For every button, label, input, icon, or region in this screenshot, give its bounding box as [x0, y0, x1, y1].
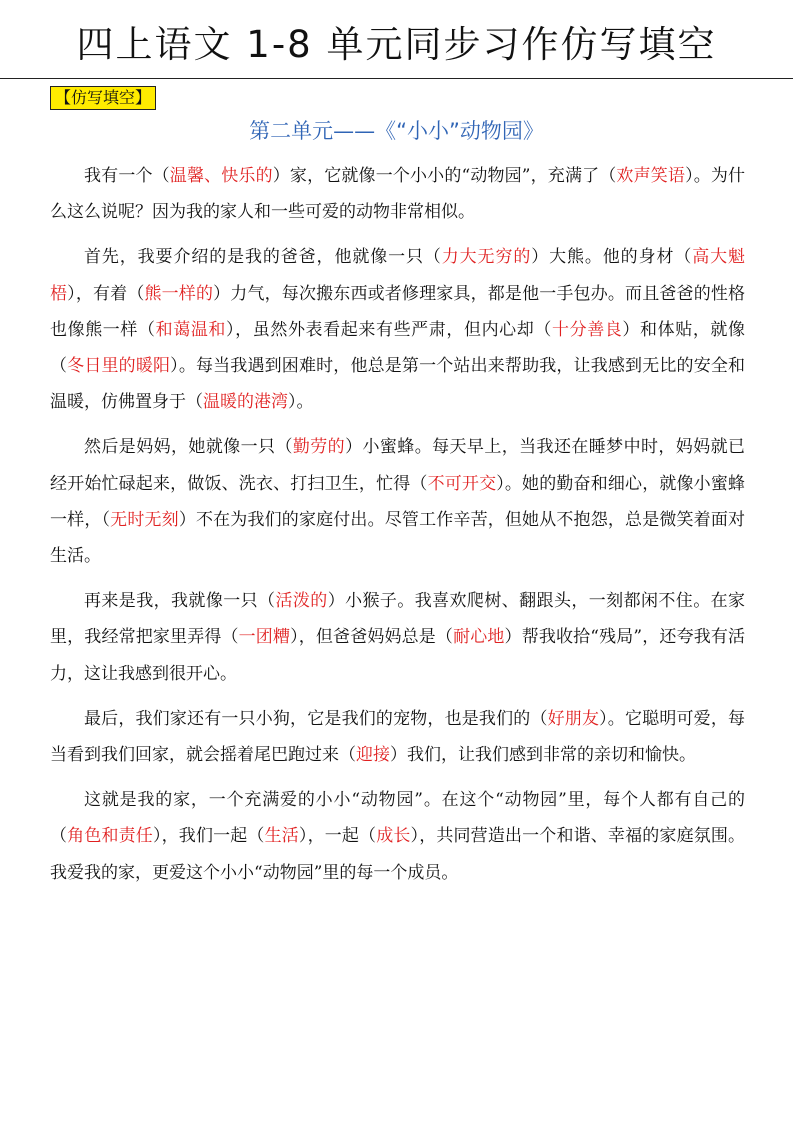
essay-text: 首先，我要介绍的是我的爸爸，他就像一只（: [84, 247, 442, 268]
essay-text: ），共同营造出一个和谐、幸福的家庭氛围。我爱我的家，更爱这个小小“动物园”里的每一个成员。: [50, 826, 746, 883]
essay-paragraph: [50, 239, 745, 420]
answer-text: 高大魁梧: [50, 247, 746, 304]
essay-text: ），但爸爸妈妈总是（: [290, 627, 454, 648]
essay-body: [50, 158, 745, 900]
essay-text: ），一起（: [298, 826, 377, 847]
essay-paragraph: [50, 782, 745, 891]
answer-text: 成长: [376, 826, 411, 847]
answer-text: 勤劳的: [292, 437, 346, 458]
essay-paragraph: [50, 429, 745, 574]
essay-paragraph: [50, 158, 745, 230]
answer-text: 生活: [264, 826, 299, 847]
header: [0, 0, 793, 79]
answer-text: 温暖的港湾: [203, 392, 288, 413]
essay-text: 我有一个（: [84, 166, 170, 186]
essay-text: ）大熊。他的身材（: [531, 247, 693, 268]
answer-text: 耐心地: [453, 627, 505, 648]
answer-text: 冬日里的暖阳: [67, 356, 171, 377]
answer-text: 温馨、快乐的: [169, 166, 273, 186]
answer-text: 不可开交: [427, 473, 497, 494]
essay-text: ）。: [288, 392, 314, 413]
essay-text: ）不在为我们的家庭付出。尽管工作辛苦，但她从不抱怨，总是微笑着面对生活。: [50, 509, 746, 567]
section-tag: 【仿写填空】: [50, 86, 156, 110]
page-title: 四上语文 1-8 单元同步习作仿写填空: [76, 23, 717, 66]
essay-text: ），有着（: [67, 283, 145, 304]
essay-text: ）。为什么这么说呢？因为我的家人和一些可爱的动物非常相似。: [50, 166, 746, 223]
essay-text: 最后，我们家还有一只小狗，它是我们的宠物，也是我们的（: [84, 708, 548, 729]
answer-text: 角色和责任: [67, 826, 153, 847]
essay-text: 再来是我，我就像一只（: [84, 591, 276, 612]
answer-text: 无时无刻: [110, 509, 179, 530]
answer-text: 好朋友: [547, 708, 600, 729]
answer-text: 欢声笑语: [616, 166, 686, 186]
unit-title: 第二单元——《“小小”动物园》: [249, 119, 544, 143]
essay-paragraph: [50, 701, 745, 773]
answer-text: 活泼的: [275, 591, 328, 612]
essay-text: ）小猴子。我喜欢爬树、翻跟头，一刻都闲不住。在家里，我经常把家里弄得（: [50, 591, 746, 648]
essay-text: ）力气，每次搬东西或者修理家具，都是他一手包办。而且爸爸的性格也像熊一样（: [50, 283, 746, 340]
answer-text: 迎接: [356, 745, 390, 766]
answer-text: 一团糟: [238, 627, 291, 648]
essay-text: ）。她的勤奋和细心，就像小蜜蜂一样，（: [50, 473, 746, 530]
essay-text: ）。每当我遇到困难时，他总是第一个站出来帮助我，让我感到无比的安全和温暖，仿佛置身于（: [50, 356, 746, 413]
answer-text: 力大无穷的: [441, 247, 532, 268]
essay-text: ）。它聪明可爱，每当看到我们回家，就会摇着尾巴跑过来（: [50, 708, 746, 766]
answer-text: 十分善良: [552, 319, 623, 340]
answer-text: 和蔼温和: [155, 319, 227, 340]
essay-text: ），虽然外表看起来有些严肃，但内心却（: [226, 319, 552, 340]
essay-text: ）帮我收拾“残局”，还夸我有活力，这让我感到很开心。: [50, 627, 746, 684]
essay-text: ）家，它就像一个小小的“动物园”，充满了（: [272, 166, 617, 186]
essay-paragraph: [50, 583, 745, 692]
answer-text: 熊一样的: [144, 283, 214, 304]
essay-text: 然后是妈妈，她就像一只（: [84, 437, 293, 458]
essay-text: ），我们一起（: [152, 826, 265, 847]
essay-text: 这就是我的家，一个充满爱的小小“动物园”。在这个“动物园”里，每个人都有自己的（: [50, 790, 745, 847]
essay-text: ）和体贴，就像（: [50, 319, 746, 377]
essay-text: ）我们，让我们感到非常的亲切和愉快。: [390, 745, 696, 766]
essay-text: ）小蜜蜂。每天早上，当我还在睡梦中时，妈妈就已经开始忙碌起来，做饭、洗衣、打扫卫生，忙得（: [50, 437, 746, 494]
